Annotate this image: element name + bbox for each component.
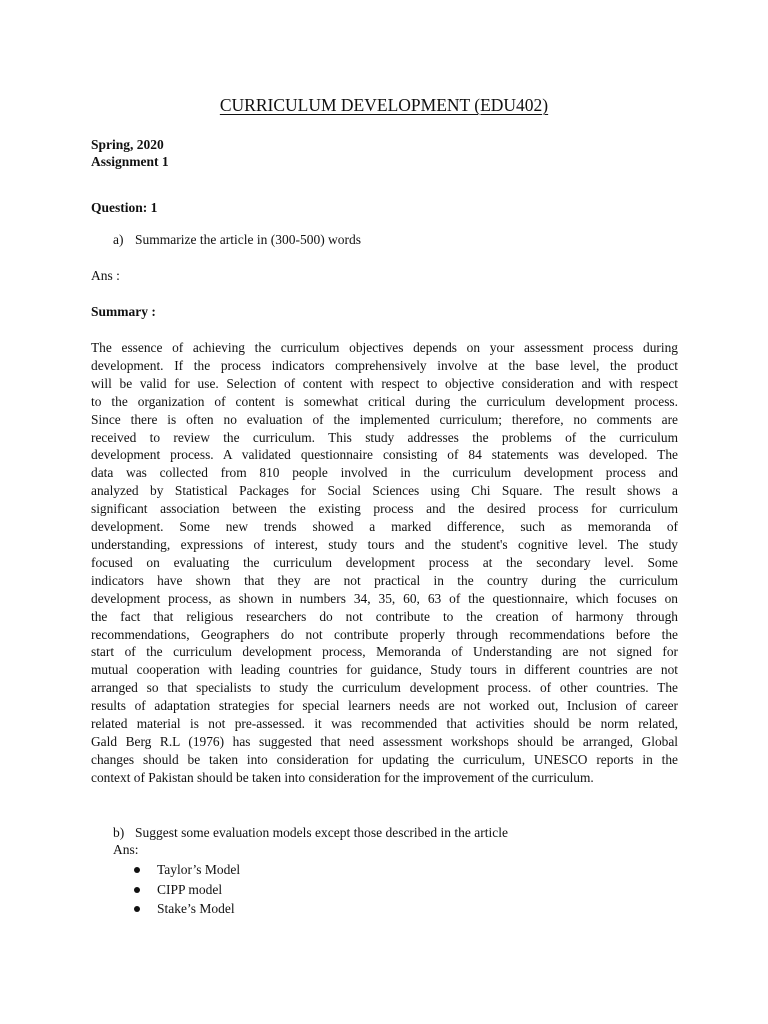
semester-label: Spring, 2020 xyxy=(91,137,164,152)
summary-line: recommendations, Geographers do not contribute properly through recommendations before the xyxy=(91,626,678,642)
summary-line: Gald Berg R.L (1976) has suggested that need assessment workshops should be arranged, Global xyxy=(91,733,678,749)
summary-line: arranged so that specialists to study the curriculum development process. of other countries. The xyxy=(91,680,678,696)
part-b-item xyxy=(113,824,508,842)
assignment-label: Assignment 1 xyxy=(91,154,169,169)
summary-line: focused on evaluating the curriculum development process at the secondary level. Some xyxy=(91,554,678,570)
summary-line: significant association between the existing process and the desired process for curriculum xyxy=(91,501,678,517)
summary-line: the fact that religious researchers do not contribute to the creation of harmony through xyxy=(91,608,678,624)
document-title xyxy=(0,95,768,116)
document-title-text: CURRICULUM DEVELOPMENT (EDU402) xyxy=(219,95,549,115)
summary-line: data was collected from 810 people involved in the curriculum development process and xyxy=(91,465,678,481)
part-a-marker: a) xyxy=(113,232,124,247)
summary-line: analyzed by Statistical Packages for Social Sciences using Chi Square. The result shows a xyxy=(91,483,678,499)
summary-line: related material is not pre-assessed. it was recommended that activities should be norm related, xyxy=(91,716,678,732)
model-list-item xyxy=(113,860,240,880)
summary-line: development. If the process indicators comprehensively involve at the base level, the product xyxy=(91,357,678,373)
model-name: Stake’s Model xyxy=(157,901,235,916)
summary-line: Since there is often no evaluation of the implemented curriculum; therefore, no comments are xyxy=(91,411,678,427)
assignment-meta xyxy=(91,136,169,170)
summary-paragraph xyxy=(91,339,678,787)
part-b-text: Suggest some evaluation models except those described in the article xyxy=(135,825,509,840)
summary-line: mutual cooperation with leading countries for guidance, Study tours in different countries are not xyxy=(91,662,678,678)
summary-line: understanding, expressions of interest, study tours and the student's cognitive level. The study xyxy=(91,536,678,552)
summary-line: to the organization of content is somewhat critical during the curriculum development process. xyxy=(91,393,678,409)
summary-line: development process. A validated questionnaire consisting of 84 statements was developed. The xyxy=(91,447,678,463)
model-name: Taylor’s Model xyxy=(157,862,241,877)
part-a-item xyxy=(113,232,361,248)
part-b-answer-label: Ans: xyxy=(113,842,139,857)
bullet-icon xyxy=(134,906,140,912)
evaluation-models-list xyxy=(113,860,240,919)
model-list-item xyxy=(113,880,240,900)
summary-line: The essence of achieving the curriculum objectives depends on your assessment process during xyxy=(91,340,678,355)
summary-line: development process, as shown in numbers 34, 35, 60, 63 of the questionnaire, which focuses on xyxy=(91,590,678,606)
summary-line: context of Pakistan should be taken into consideration for the improvement of the curriculum. xyxy=(91,769,594,785)
bullet-icon xyxy=(134,867,140,873)
summary-heading: Summary : xyxy=(91,304,156,319)
bullet-icon xyxy=(134,887,140,893)
question-heading: Question: 1 xyxy=(91,200,158,215)
summary-line: changes should be taken into consideration for updating the curriculum, UNESCO reports in the xyxy=(91,751,678,767)
model-name: CIPP model xyxy=(157,881,223,897)
part-b-marker: b) xyxy=(113,825,125,840)
model-list-item xyxy=(113,899,240,919)
answer-label: Ans : xyxy=(91,268,120,283)
part-a-text: Summarize the article in (300-500) words xyxy=(135,232,362,247)
summary-line: will be valid for use. Selection of content with respect to objective consideration and with respect xyxy=(91,375,678,391)
summary-line: development. Some new trends showed a marked difference, such as memoranda of xyxy=(91,519,678,535)
summary-line: results of adaptation strategies for special learners needs are not worked out, Inclusion of career xyxy=(91,698,678,714)
summary-line: indicators have shown that they are not practical in the country during the curriculum xyxy=(91,572,678,588)
summary-line: start of the curriculum development process, Memoranda of Understanding are not signed for xyxy=(91,644,678,660)
summary-line: received to review the curriculum. This study addresses the problems of the curriculum xyxy=(91,429,678,445)
